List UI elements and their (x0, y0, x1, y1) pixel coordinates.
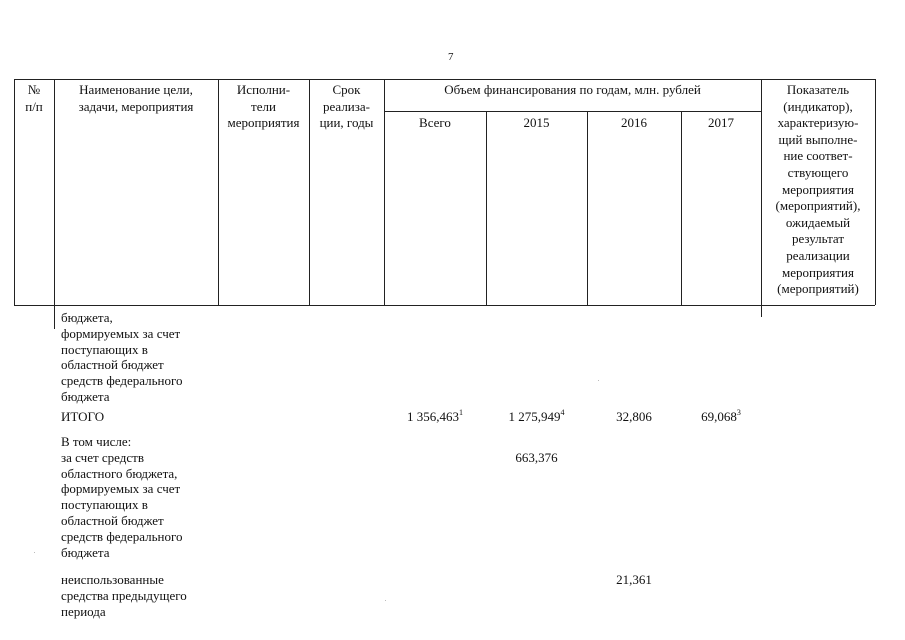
header-2017: 2017 (708, 115, 734, 130)
row-continuation-text: бюджета, формируемых за счет поступающих в областной бюджет средств федерального бюджета (61, 310, 183, 404)
scan-speck (385, 600, 386, 601)
border-term-total (384, 79, 385, 305)
body-rule-left (54, 305, 55, 329)
border-2015-2016 (587, 111, 588, 305)
in-that-number-text: В том числе: за счет средств областного бюджета, формируемых за счет поступающих в областной бюджет средств федерального бюджета (61, 434, 183, 560)
header-num: № п/п (25, 82, 43, 114)
header-term: Срок реализа- ции, годы (319, 82, 374, 131)
header-name: Наименование цели, задачи, мероприятия (78, 82, 194, 114)
header-executors: Исполни- тели мероприятия (227, 82, 300, 131)
scan-speck (598, 380, 599, 381)
header-funding: Объем финансирования по годам, млн. рублей (444, 82, 701, 97)
itogo-2016: 32,806 (616, 409, 652, 424)
header-2016: 2016 (621, 115, 647, 130)
federal-2015-value: 663,376 (515, 450, 558, 465)
border-right (875, 79, 876, 305)
itogo-total: 1 356,463$^1$ (407, 407, 463, 424)
page-number: 7 (448, 51, 454, 63)
body-rule-right (761, 305, 762, 317)
itogo-label: ИТОГО (61, 409, 105, 424)
itogo-2015: 1 275,949$^4$ (508, 407, 565, 424)
funding-subheader-rule (384, 111, 761, 112)
border-2016-2017 (681, 111, 682, 305)
unused-funds-text: неиспользованные средства предыдущего периода (61, 572, 187, 619)
itogo-2017: 69,068$^3$ (701, 407, 741, 424)
header-bottom-rule (14, 305, 875, 306)
table-top-border (14, 79, 875, 80)
scan-speck (34, 552, 35, 553)
header-total: Всего (419, 115, 451, 130)
unused-2016-value: 21,361 (616, 572, 652, 587)
header-2015: 2015 (523, 115, 550, 130)
border-total-2015 (486, 111, 487, 305)
header-indicator: Показатель (индикатор), характеризую- щий выполне- ние соответ- ствующего мероприятия (мероприятий), ожидаемый результат реализации мероприятия (мероприятий) (775, 82, 861, 297)
